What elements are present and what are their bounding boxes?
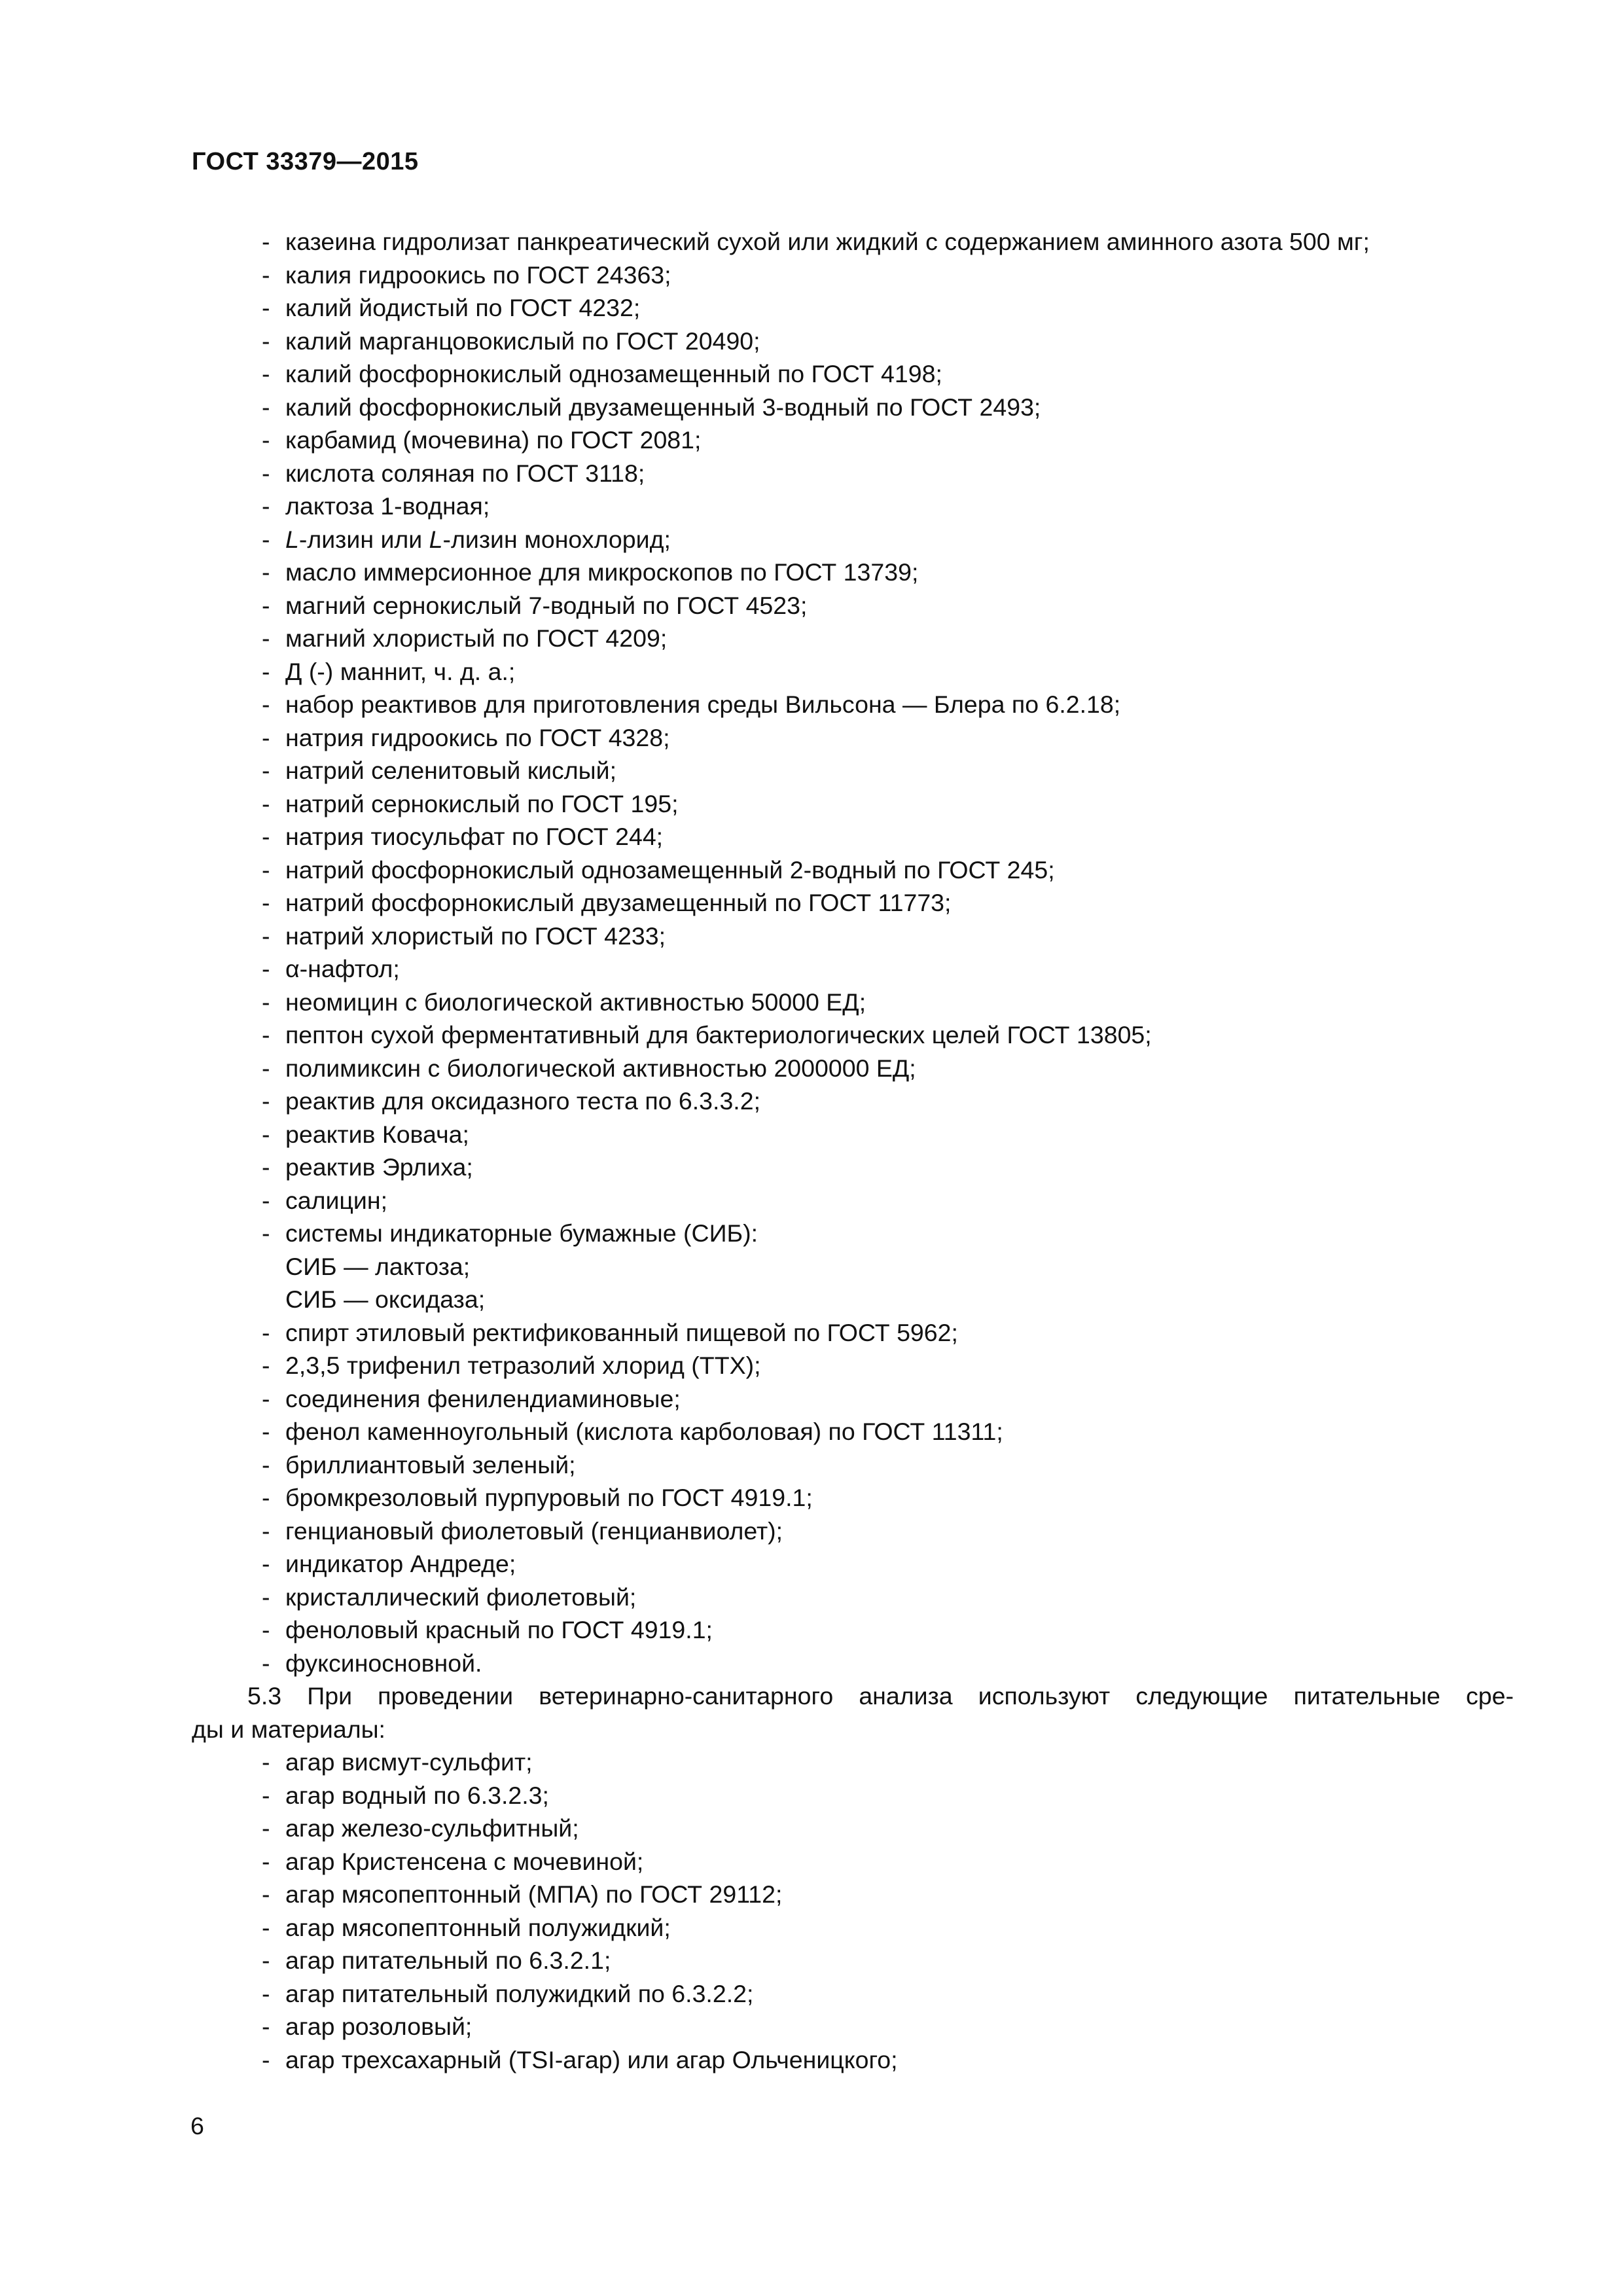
list-item: - калий фосфорнокислый двузамещенный 3-водный по ГОСТ 2493;	[262, 393, 1041, 421]
list-item: - карбамид (мочевина) по ГОСТ 2081;	[262, 426, 702, 454]
paragraph-line-1: 5.3 При проведении ветеринарно-санитарного анализа используют следующие питательные сре-	[247, 1682, 1514, 1710]
document-body	[192, 225, 1514, 2076]
list-item: - агар розоловый;	[262, 2013, 473, 2040]
list-item: - фенол каменноугольный (кислота карболовая) по ГОСТ 11311;	[262, 1418, 1003, 1445]
paragraph-line-2: ды и материалы:	[192, 1715, 385, 1743]
list-item: - полимиксин с биологической активностью 2000000 ЕД;	[262, 1054, 916, 1082]
list-item: - α-нафтол;	[262, 955, 400, 982]
list-item: - Д (-) маннит, ч. д. а.;	[262, 657, 516, 685]
list-item: - реактив для оксидазного теста по 6.3.3.2;	[262, 1087, 760, 1115]
list-item: - натрий хлористый по ГОСТ 4233;	[262, 922, 666, 950]
list-item: - натрий сернокислый по ГОСТ 195;	[262, 789, 679, 817]
list-item: - индикатор Андреде;	[262, 1550, 516, 1577]
list-item: - натрий селенитовый кислый;	[262, 757, 616, 784]
list-item: - натрия гидроокись по ГОСТ 4328;	[262, 723, 670, 751]
list-item: - 2,3,5 трифенил тетразолий хлорид (ТТХ);	[262, 1352, 761, 1379]
list-item: - агар висмут-сульфит;	[262, 1748, 533, 1776]
sub-list-item: СИБ — оксидаза;	[285, 1285, 486, 1313]
list-item: - агар Кристенсена с мочевиной;	[262, 1847, 644, 1875]
page-number: 6	[190, 2112, 204, 2140]
list-item: - калия гидроокись по ГОСТ 24363;	[262, 260, 671, 289]
list-item: - бромкрезоловый пурпуровый по ГОСТ 4919.1;	[262, 1484, 813, 1511]
list-item: - натрия тиосульфат по ГОСТ 244;	[262, 823, 664, 850]
list-item: - L-лизин или L-лизин монохлорид;	[262, 525, 671, 553]
list-item: - агар железо-сульфитный;	[262, 1814, 579, 1842]
list-item: - натрий фосфорнокислый однозамещенный 2-водный по ГОСТ 245;	[262, 855, 1055, 884]
list-item: - агар трехсахарный (TSI-агар) или агар Ольченицкого;	[262, 2045, 898, 2073]
list-item: - генциановый фиолетовый (генцианвиолет);	[262, 1516, 783, 1545]
list-item: - салицин;	[262, 1186, 387, 1214]
list-item: - агар мясопептонный полужидкий;	[262, 1913, 671, 1941]
list-item: - агар водный по 6.3.2.3;	[262, 1781, 549, 1809]
list-item: - калий йодистый по ГОСТ 4232;	[262, 294, 641, 321]
list-item: - системы индикаторные бумажные (СИБ):	[262, 1219, 758, 1247]
list-item: - агар питательный полужидкий по 6.3.2.2;	[262, 1979, 754, 2007]
list-item: - кислота соляная по ГОСТ 3118;	[262, 459, 645, 487]
list-item: - кристаллический фиолетовый;	[262, 1583, 637, 1611]
list-item: - агар питательный по 6.3.2.1;	[262, 1946, 611, 1974]
list-item: - калий фосфорнокислый однозамещенный по ГОСТ 4198;	[262, 360, 942, 387]
list-item: - масло иммерсионное для микроскопов по ГОСТ 13739;	[262, 558, 919, 586]
sub-list-item: СИБ — лактоза;	[285, 1252, 471, 1280]
document-header: ГОСТ 33379—2015	[192, 148, 419, 175]
list-item: - набор реактивов для приготовления среды Вильсона — Блера по 6.2.18;	[262, 691, 1121, 718]
list-item: - реактив Эрлиха;	[262, 1153, 473, 1181]
list-item: - реактив Ковача;	[262, 1120, 469, 1148]
list-item: - калий марганцовокислый по ГОСТ 20490;	[262, 327, 760, 355]
list-item: - агар мясопептонный (МПА) по ГОСТ 29112;	[262, 1880, 783, 1908]
list-item: - соединения фенилендиаминовые;	[262, 1384, 681, 1412]
list-item: - бриллиантовый зеленый;	[262, 1450, 576, 1479]
list-item: - фуксиносновной.	[262, 1649, 482, 1677]
list-item: - магний сернокислый 7-водный по ГОСТ 4523;	[262, 591, 808, 619]
list-item: - пептон сухой ферментативный для бактериологических целей ГОСТ 13805;	[262, 1021, 1152, 1049]
list-item: - магний хлористый по ГОСТ 4209;	[262, 624, 668, 652]
list-item: - спирт этиловый ректификованный пищевой по ГОСТ 5962;	[262, 1318, 958, 1346]
list-item: - натрий фосфорнокислый двузамещенный по ГОСТ 11773;	[262, 889, 952, 916]
list-item: - лактоза 1-водная;	[262, 492, 490, 520]
list-item: - феноловый красный по ГОСТ 4919.1;	[262, 1616, 713, 1643]
list-item: - казеина гидролизат панкреатический сухой или жидкий с содержанием аминного азота 500 мг;	[262, 228, 1370, 255]
list-item: - неомицин с биологической активностью 50000 ЕД;	[262, 988, 866, 1016]
